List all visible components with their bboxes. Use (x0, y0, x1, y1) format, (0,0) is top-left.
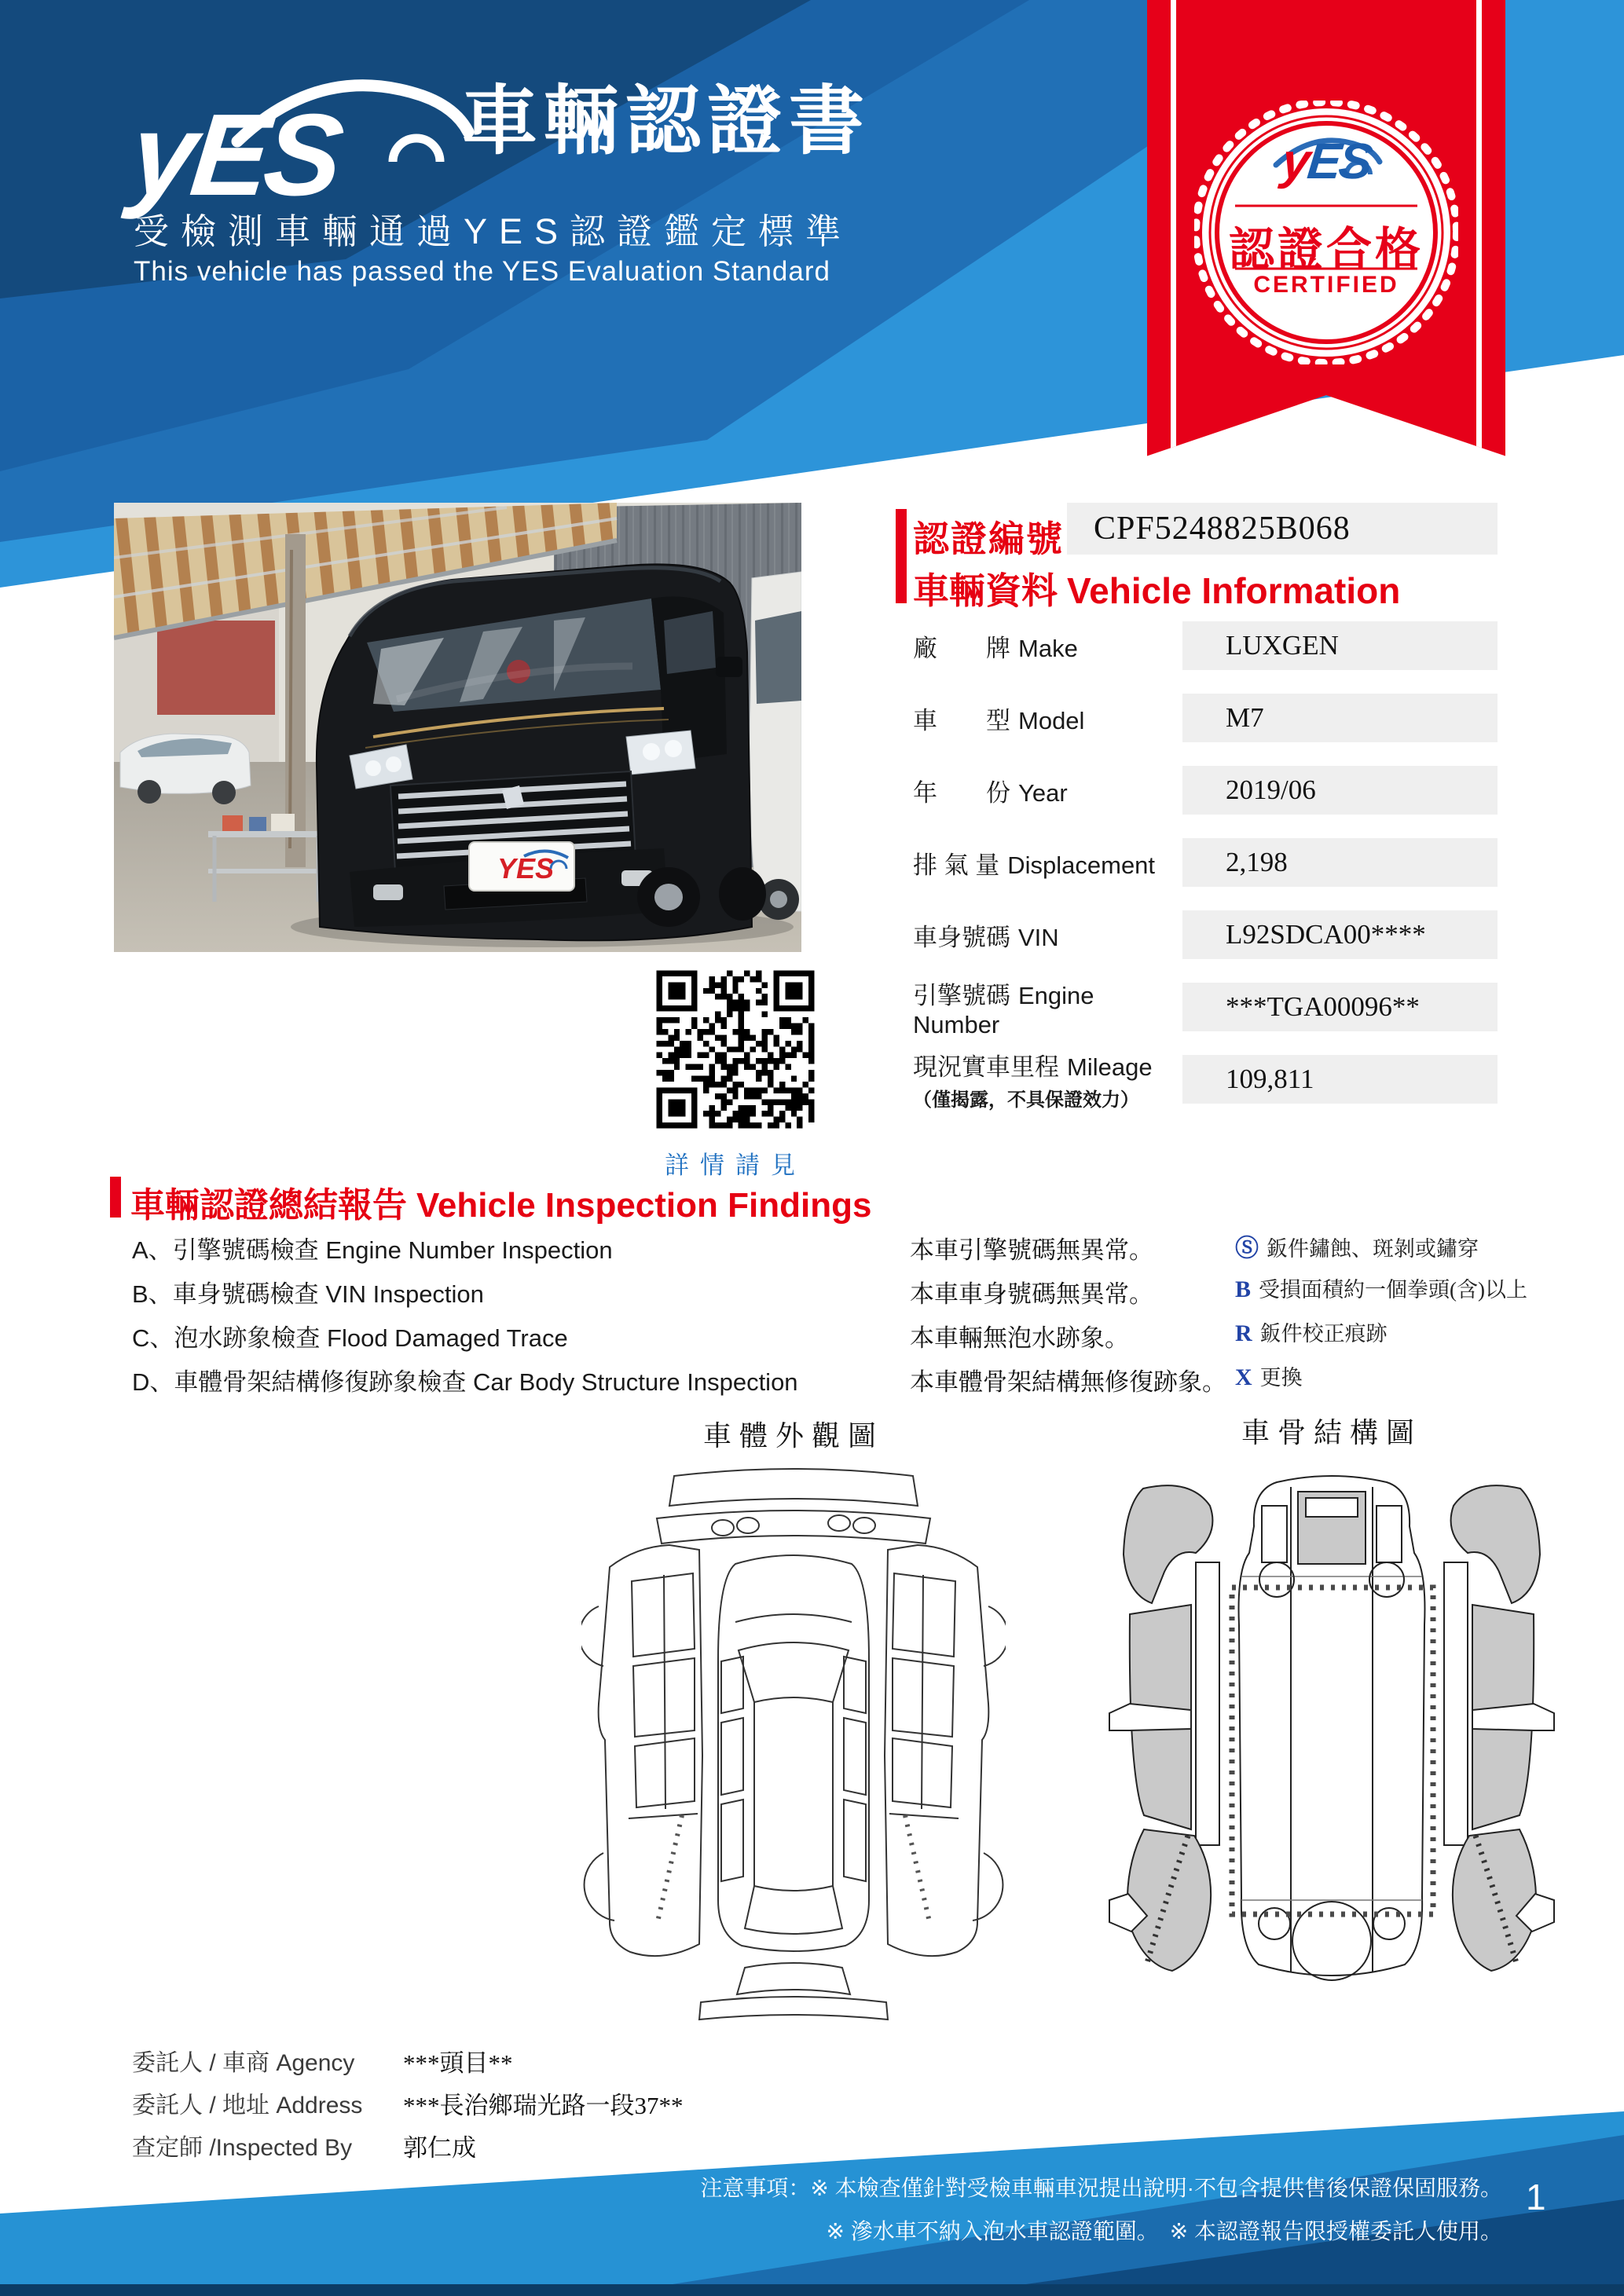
qr-code (651, 965, 820, 1134)
agency-label: 委託人 / 車商 Agency (132, 2050, 355, 2076)
yes-logo-text: yES (125, 90, 345, 220)
finding-name-en: VIN Inspection (325, 1280, 484, 1308)
license-plate-text: YES (497, 852, 555, 884)
seal-pass-text-zh: 認證合格 (1228, 224, 1424, 275)
finding-code: A、 (132, 1236, 173, 1264)
legend-symbol: Ⓢ (1235, 1236, 1259, 1262)
mileage-note: （僅揭露，不具保證效力） (913, 1089, 1139, 1111)
finding-code: B、 (132, 1280, 173, 1308)
vehicle-info-table (896, 610, 1498, 1115)
certified-seal (1194, 101, 1458, 364)
finding-name-en: Car Body Structure Inspection (473, 1368, 798, 1396)
agency-label: 委託人 / 地址 Address (132, 2093, 363, 2118)
finding-name-zh: 車體骨架結構修復跡象檢查 (174, 1368, 467, 1396)
field-label-zh: 廠 牌 (913, 634, 1010, 662)
field-value: ***TGA00096** (1182, 983, 1498, 1031)
seal-yes-logo (1194, 132, 1458, 190)
legend-text: 鈑件校正痕跡 (1259, 1322, 1388, 1346)
field-label-zh: 引擎號碼 (913, 981, 1010, 1009)
field-label-en: Make (1018, 634, 1078, 662)
legend-text: 鈑件鏽蝕、斑剝或鏽穿 (1267, 1237, 1479, 1261)
legend-text: 受損面積約一個拳頭(含)以上 (1259, 1278, 1527, 1302)
agency-label: 查定師 /Inspected By (132, 2135, 353, 2161)
finding-item (132, 1318, 568, 1353)
field-value: L92SDCA00**** (1182, 910, 1498, 959)
finding-name-en: Engine Number Inspection (325, 1236, 613, 1264)
vehicle-info-title-zh: 車輛資料 (913, 570, 1058, 611)
field-value: 2,198 (1182, 838, 1498, 887)
header-subtitle-zh: 受檢測車輛通過YES認證鑑定標準 (134, 211, 853, 251)
vehicle-info-title-en: Vehicle Information (1067, 570, 1401, 611)
section-accent-bar (110, 1177, 121, 1218)
field-label-en: Mileage (1067, 1053, 1153, 1081)
finding-name-zh: 泡水跡象檢查 (174, 1324, 321, 1352)
finding-name-zh: 引擎號碼檢查 (172, 1236, 319, 1264)
cert-number-label: 認證編號 (913, 518, 1064, 559)
findings-title (130, 1177, 871, 1227)
section-accent-bar (896, 509, 907, 603)
agency-value: ***長治鄉瑞光路一段37** (403, 2091, 684, 2119)
qr-caption: 詳情請見 (665, 1152, 806, 1179)
agency-row (132, 2039, 684, 2082)
info-row-vin (896, 899, 1498, 971)
findings-title-zh: 車輛認證總結報告 (130, 1186, 407, 1225)
finding-item (132, 1362, 798, 1397)
finding-code: C、 (132, 1324, 174, 1352)
legend-symbol: B (1235, 1276, 1252, 1302)
exterior-diagram (581, 1414, 1006, 2021)
yes-logo (125, 69, 462, 220)
field-value: 109,811 (1182, 1055, 1498, 1104)
structure-diagram-title: 車骨結構圖 (1241, 1417, 1422, 1448)
info-row-model (896, 682, 1498, 754)
agency-value: ***頭目** (403, 2049, 513, 2077)
finding-result: 本車引擎號碼無異常。 (910, 1236, 1153, 1264)
structure-diagram (1100, 1411, 1564, 2010)
legend-item (1235, 1316, 1388, 1347)
info-row-displacement (896, 826, 1498, 899)
findings-title-en: Vehicle Inspection Findings (416, 1186, 872, 1225)
field-label-zh: 現況實車里程 (913, 1053, 1059, 1081)
vehicle-photo (114, 503, 801, 952)
finding-item (132, 1230, 613, 1265)
finding-name-en: Flood Damaged Trace (327, 1324, 568, 1352)
legend-text: 更換 (1259, 1366, 1303, 1390)
page-number: 1 (1526, 2177, 1546, 2217)
info-row-year (896, 754, 1498, 826)
finding-item (132, 1274, 484, 1309)
field-label-zh: 車 型 (913, 706, 1010, 734)
info-row-make (896, 610, 1498, 682)
page-title: 車輛認證書 (462, 79, 871, 163)
seal-logo-y: y (1279, 133, 1311, 189)
field-label-en: VIN (1018, 923, 1059, 951)
field-value: M7 (1182, 694, 1498, 742)
finding-result: 本車車身號碼無異常。 (910, 1280, 1153, 1308)
field-value: 2019/06 (1182, 766, 1498, 815)
legend-symbol: R (1235, 1320, 1252, 1346)
exterior-diagram-svg (581, 1463, 1006, 2021)
field-label-zh: 排 氣 量 (913, 851, 1000, 879)
vehicle-photo-illustration (114, 503, 801, 952)
ribbon-stripe-right (1476, 0, 1482, 507)
field-label-en: Model (1018, 706, 1085, 734)
footer-note-line2: ※ 滲水車不納入泡水車認證範圍。 ※ 本認證報告限授權委託人使用。 (826, 2219, 1502, 2243)
field-label-en: Engine Number (913, 981, 1094, 1038)
footer-notes (700, 2166, 1502, 2253)
legend-symbol: X (1235, 1364, 1252, 1390)
seal-logo-es: ES (1304, 133, 1373, 189)
header-subtitle-en: This vehicle has passed the YES Evaluation Standard (134, 256, 830, 287)
ribbon-stripe-left (1171, 0, 1176, 507)
field-label-zh: 車身號碼 (913, 923, 1010, 951)
seal-pass-text-en: CERTIFIED (1253, 272, 1399, 298)
exterior-diagram-title: 車體外觀圖 (702, 1420, 884, 1452)
finding-result: 本車體骨架結構無修復跡象。 (910, 1368, 1226, 1396)
info-row-mileage (896, 1043, 1498, 1115)
field-value: LUXGEN (1182, 621, 1498, 670)
field-label-zh: 年 份 (913, 778, 1010, 807)
field-label-en: Displacement (1007, 851, 1156, 879)
footer-note-line1: 注意事項：※ 本檢查僅針對受檢車輛車況提出說明·不包含提供售後保證保固服務。 (700, 2176, 1502, 2200)
finding-result: 本車輛無泡水跡象。 (910, 1324, 1129, 1352)
finding-name-zh: 車身號碼檢查 (172, 1280, 319, 1308)
info-row-engine-number (896, 971, 1498, 1043)
field-label-en: Year (1018, 778, 1068, 807)
legend-item (1235, 1273, 1527, 1303)
legend-item (1235, 1229, 1479, 1263)
agency-value: 郭仁成 (403, 2133, 476, 2162)
cert-number-value: CPF5248825B068 (1067, 503, 1498, 555)
structure-diagram-svg (1100, 1460, 1564, 2010)
vehicle-info-title (913, 562, 1400, 614)
finding-code: D、 (132, 1368, 174, 1396)
legend-item (1235, 1360, 1303, 1391)
